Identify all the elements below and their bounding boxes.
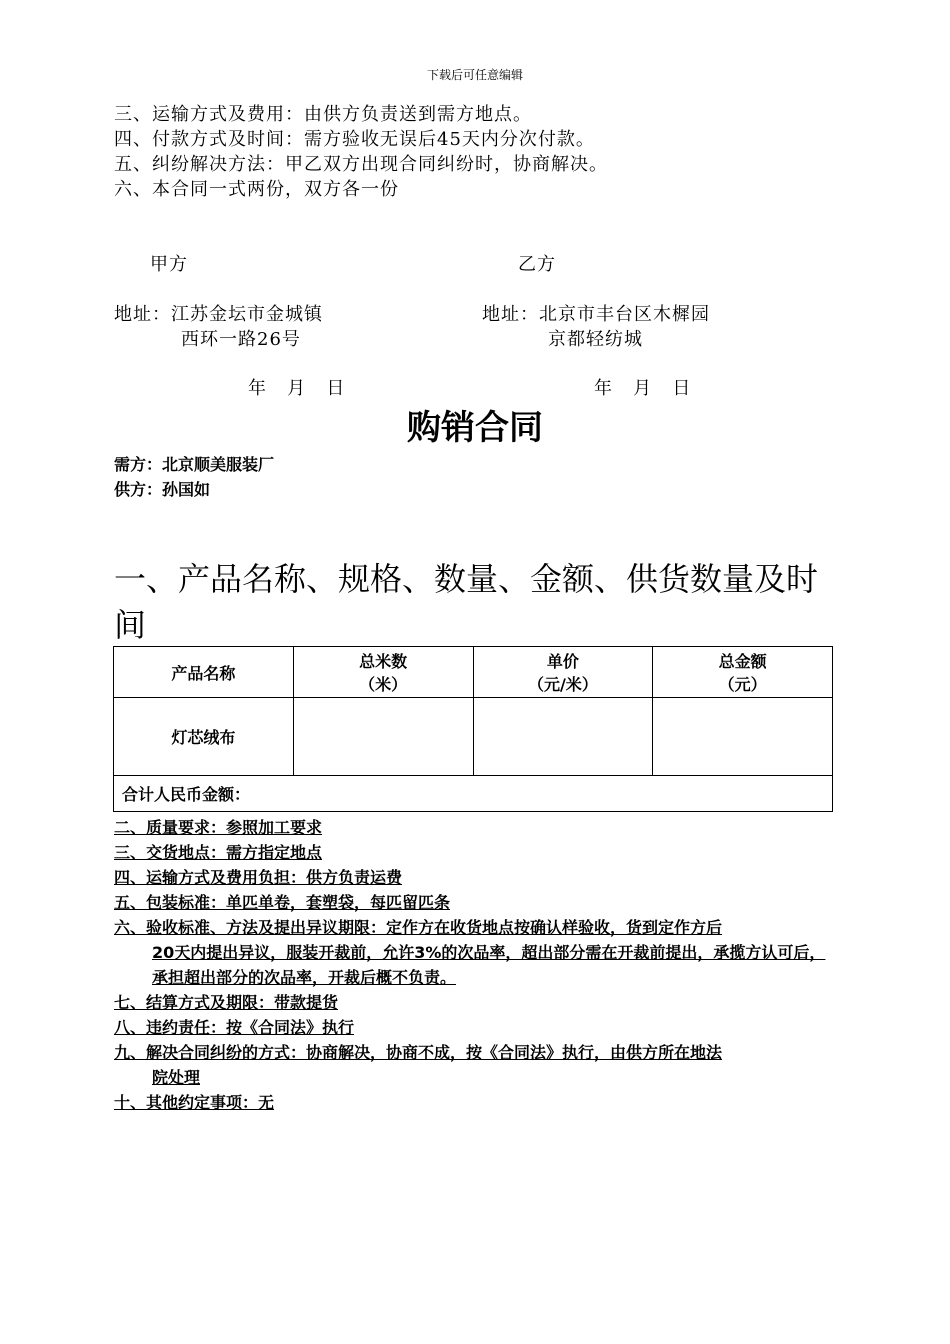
section1-heading-line2: 间	[114, 606, 147, 644]
cell-total-amount	[653, 698, 833, 776]
table-header-row	[114, 647, 833, 698]
supplier-line: 供方：孙国如	[114, 480, 211, 499]
clause-dispute-continued: 院处理	[152, 1068, 201, 1087]
clause-dispute: 九、解决合同纠纷的方式：协商解决，协商不成，按《合同法》执行，由供方所在地法	[114, 1043, 723, 1062]
header-product-name-text: 产品名称	[171, 663, 236, 683]
clause-other: 十、其他约定事项：无	[114, 1093, 275, 1112]
header-total-amount-unit: （元）	[718, 675, 767, 694]
party-a-label: 甲方	[150, 254, 188, 275]
table-row	[114, 698, 833, 776]
cell-total-meters	[293, 698, 473, 776]
cell-unit-price	[473, 698, 653, 776]
clause-liability: 八、违约责任：按《合同法》执行	[114, 1018, 355, 1037]
buyer-line: 需方：北京顺美服装厂	[114, 455, 275, 474]
clause-acceptance: 六、验收标准、方法及提出异议期限：定作方在收货地点按确认样验收，货到定作方后	[114, 918, 723, 937]
table-total-row	[114, 776, 833, 812]
clause-acceptance-continued: 20天内提出异议，服装开裁前，允许3%的次品率，超出部分需在开裁前提出，承揽方认可后，承担超出部分的次品率，开裁后概不负责。	[152, 943, 826, 987]
header-unit-price-text: 单价	[546, 652, 579, 671]
term-transport: 三、运输方式及费用：由供方负责送到需方地点。	[114, 104, 532, 125]
party-a-address-line1: 地址：江苏金坛市金城镇	[114, 304, 323, 325]
party-a-address-line2: 西环一路26号	[181, 329, 301, 350]
clause-settlement: 七、结算方式及期限：带款提货	[114, 993, 339, 1012]
party-b-label: 乙方	[518, 254, 556, 275]
clause-quality: 二、质量要求：参照加工要求	[114, 818, 323, 837]
clauses-list	[114, 815, 838, 1115]
clause-packaging: 五、包装标准：单匹单卷，套塑袋，每匹留匹条	[114, 893, 451, 912]
party-a-date: 年 月 日	[248, 378, 346, 399]
header-total-meters-unit: （米）	[359, 675, 408, 694]
header-unit-price-unit: （元/米）	[527, 675, 598, 694]
section1-heading-line1: 一、产品名称、规格、数量、金额、供货数量及时	[114, 560, 819, 598]
clause-delivery-place: 三、交货地点：需方指定地点	[114, 843, 323, 862]
contract-title: 购销合同	[407, 408, 543, 448]
header-unit-price	[473, 647, 653, 698]
term-payment: 四、付款方式及时间：需方验收无误后45天内分次付款。	[114, 129, 595, 150]
header-total-meters-text: 总米数	[359, 652, 408, 671]
product-table	[113, 646, 833, 812]
term-copies: 六、本合同一式两份，双方各一份	[114, 179, 399, 200]
party-b-address-line1: 地址：北京市丰台区木樨园	[482, 304, 710, 325]
party-b-address-line2: 京都轻纺城	[548, 329, 643, 350]
header-total-meters	[293, 647, 473, 698]
header-total-amount-text: 总金额	[718, 652, 767, 671]
term-dispute: 五、纠纷解决方法：甲乙双方出现合同纠纷时，协商解决。	[114, 154, 608, 175]
page-header: 下载后可任意编辑	[426, 68, 523, 82]
clause-transport: 四、运输方式及费用负担：供方负责运费	[114, 868, 403, 887]
party-b-date: 年 月 日	[594, 378, 692, 399]
total-amount-label: 合计人民币金额：	[114, 776, 833, 812]
header-product-name	[114, 647, 294, 698]
cell-product-name: 灯芯绒布	[114, 698, 294, 776]
header-total-amount	[653, 647, 833, 698]
